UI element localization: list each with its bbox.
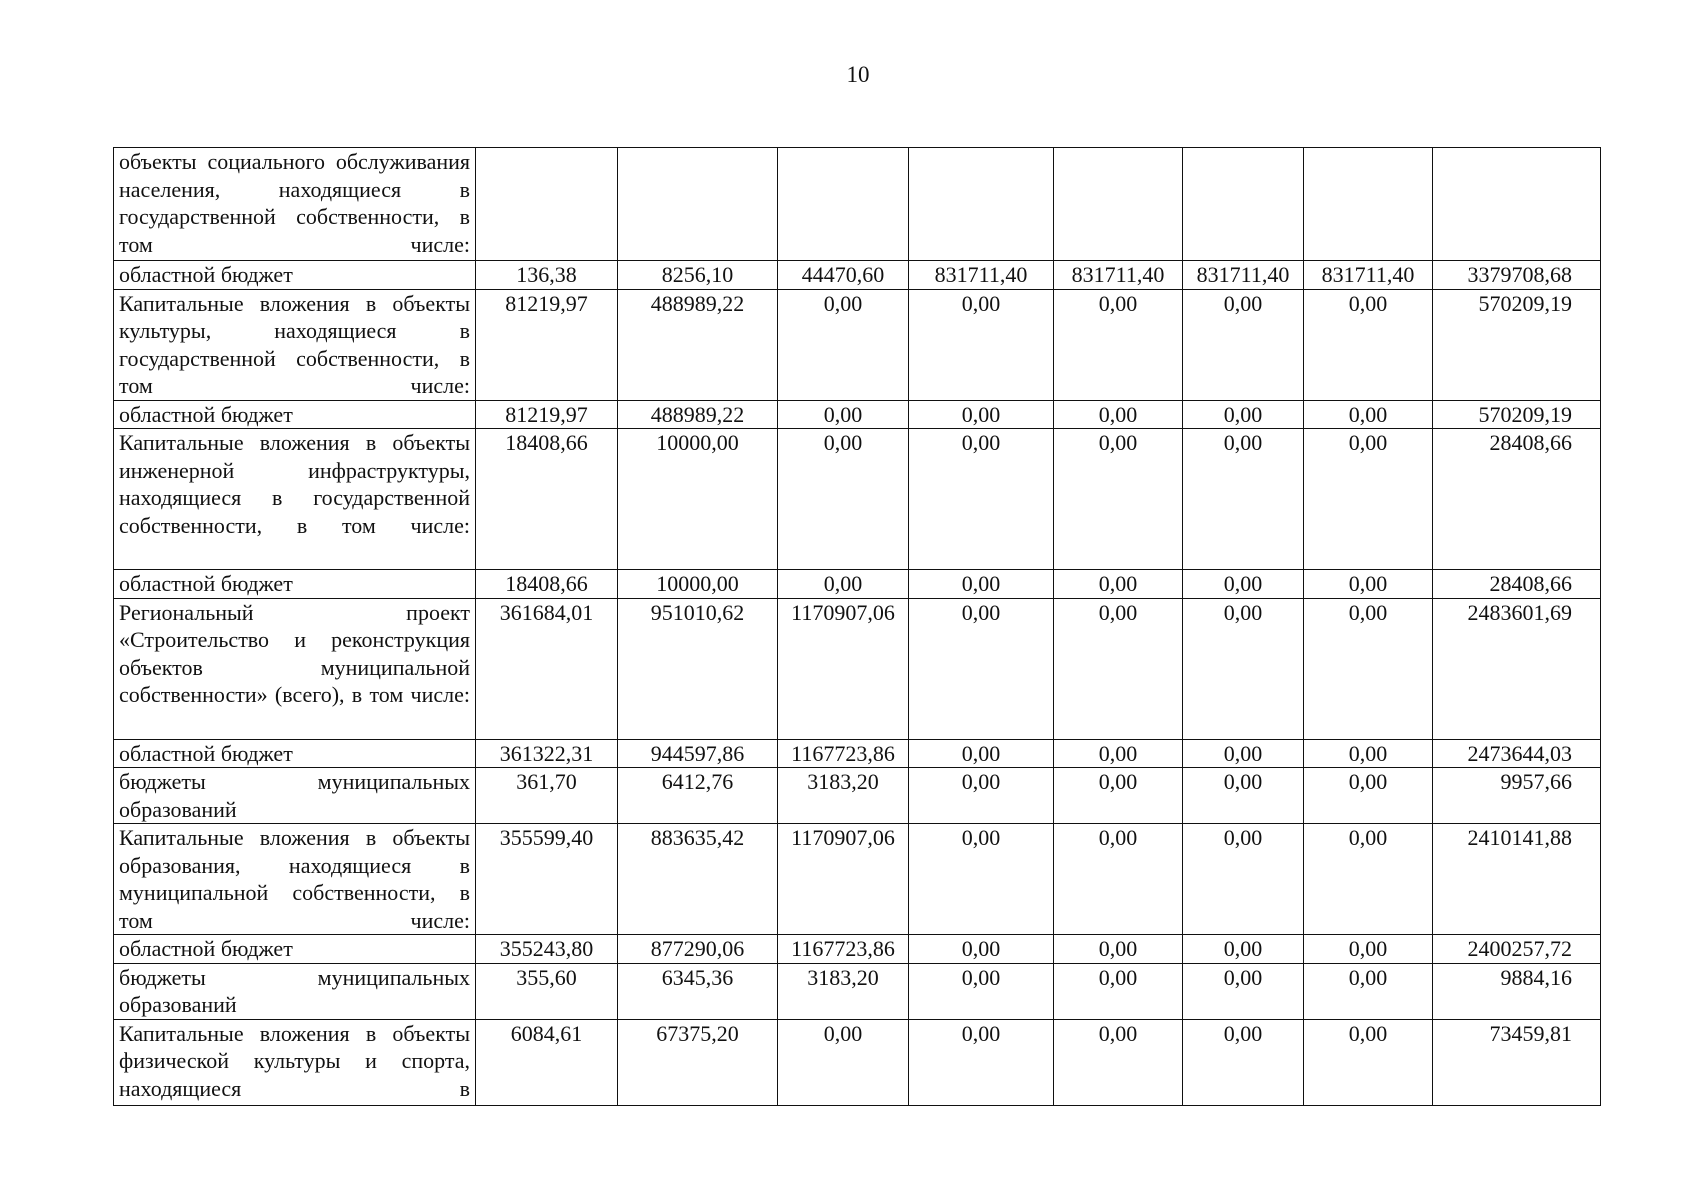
value-cell: 355599,40 (476, 824, 618, 935)
value-cell: 0,00 (1304, 963, 1433, 1019)
total-cell: 2400257,72 (1433, 935, 1601, 964)
value-cell: 0,00 (1183, 1019, 1304, 1105)
table-row (114, 935, 1601, 964)
row-label: бюджеты муниципальных образований (114, 768, 476, 824)
row-label: бюджеты муниципальных образований (114, 963, 476, 1019)
total-cell: 28408,66 (1433, 429, 1601, 570)
value-cell: 0,00 (909, 400, 1054, 429)
value-cell: 67375,20 (618, 1019, 778, 1105)
value-cell: 0,00 (1183, 429, 1304, 570)
value-cell: 831711,40 (1304, 261, 1433, 290)
row-label: областной бюджет (114, 570, 476, 599)
value-cell: 0,00 (1054, 400, 1183, 429)
total-cell: 570209,19 (1433, 400, 1601, 429)
value-cell: 0,00 (1054, 289, 1183, 400)
value-cell: 361,70 (476, 768, 618, 824)
value-cell: 0,00 (1054, 935, 1183, 964)
row-label: Капитальные вложения в объекты физической культуры и спорта, находящиеся в (114, 1019, 476, 1105)
total-cell: 9884,16 (1433, 963, 1601, 1019)
value-cell (909, 148, 1054, 261)
value-cell (778, 148, 909, 261)
value-cell: 355243,80 (476, 935, 618, 964)
total-cell: 2410141,88 (1433, 824, 1601, 935)
value-cell: 0,00 (909, 598, 1054, 739)
value-cell: 8256,10 (618, 261, 778, 290)
value-cell: 488989,22 (618, 289, 778, 400)
total-cell: 73459,81 (1433, 1019, 1601, 1105)
total-cell: 2483601,69 (1433, 598, 1601, 739)
table-row (114, 1019, 1601, 1105)
value-cell: 883635,42 (618, 824, 778, 935)
row-label: Региональный проект «Строительство и реконструкция объектов муниципальной собственности» (всего), в том числе: (114, 598, 476, 739)
value-cell: 0,00 (1183, 935, 1304, 964)
value-cell: 81219,97 (476, 289, 618, 400)
value-cell: 488989,22 (618, 400, 778, 429)
page-number: 10 (846, 62, 870, 87)
value-cell: 831711,40 (1183, 261, 1304, 290)
value-cell: 0,00 (778, 570, 909, 599)
value-cell: 3183,20 (778, 768, 909, 824)
value-cell: 0,00 (1304, 570, 1433, 599)
value-cell: 0,00 (909, 1019, 1054, 1105)
value-cell: 0,00 (909, 570, 1054, 599)
value-cell: 0,00 (1183, 739, 1304, 768)
row-label: Капитальные вложения в объекты культуры, находящиеся в государственной собственности, в том числе: (114, 289, 476, 400)
value-cell: 6084,61 (476, 1019, 618, 1105)
value-cell (476, 148, 618, 261)
value-cell: 0,00 (1054, 570, 1183, 599)
value-cell: 18408,66 (476, 570, 618, 599)
table-row (114, 570, 1601, 599)
row-label: областной бюджет (114, 400, 476, 429)
value-cell: 355,60 (476, 963, 618, 1019)
value-cell: 0,00 (1054, 1019, 1183, 1105)
value-cell: 0,00 (1054, 768, 1183, 824)
value-cell: 0,00 (1183, 768, 1304, 824)
total-cell: 28408,66 (1433, 570, 1601, 599)
value-cell: 0,00 (1183, 289, 1304, 400)
value-cell: 0,00 (1304, 1019, 1433, 1105)
row-label: областной бюджет (114, 935, 476, 964)
value-cell: 3183,20 (778, 963, 909, 1019)
table-row (114, 598, 1601, 739)
value-cell: 0,00 (1304, 935, 1433, 964)
value-cell: 0,00 (1304, 598, 1433, 739)
value-cell (618, 148, 778, 261)
value-cell: 0,00 (778, 1019, 909, 1105)
value-cell: 0,00 (1054, 739, 1183, 768)
value-cell: 0,00 (778, 400, 909, 429)
value-cell: 0,00 (1304, 400, 1433, 429)
total-cell: 570209,19 (1433, 289, 1601, 400)
value-cell: 10000,00 (618, 570, 778, 599)
value-cell: 81219,97 (476, 400, 618, 429)
budget-table (113, 147, 1601, 1106)
value-cell: 0,00 (778, 289, 909, 400)
value-cell: 951010,62 (618, 598, 778, 739)
table-row (114, 261, 1601, 290)
value-cell: 1167723,86 (778, 739, 909, 768)
total-cell (1433, 148, 1601, 261)
value-cell: 1170907,06 (778, 824, 909, 935)
value-cell: 361322,31 (476, 739, 618, 768)
value-cell: 0,00 (909, 768, 1054, 824)
total-cell: 2473644,03 (1433, 739, 1601, 768)
value-cell: 6345,36 (618, 963, 778, 1019)
value-cell: 831711,40 (909, 261, 1054, 290)
value-cell: 0,00 (1183, 598, 1304, 739)
value-cell: 944597,86 (618, 739, 778, 768)
value-cell (1054, 148, 1183, 261)
row-label: областной бюджет (114, 739, 476, 768)
value-cell: 0,00 (909, 289, 1054, 400)
value-cell: 0,00 (1183, 570, 1304, 599)
value-cell: 136,38 (476, 261, 618, 290)
value-cell: 18408,66 (476, 429, 618, 570)
table-row (114, 963, 1601, 1019)
total-cell: 9957,66 (1433, 768, 1601, 824)
value-cell: 831711,40 (1054, 261, 1183, 290)
value-cell: 44470,60 (778, 261, 909, 290)
value-cell: 0,00 (778, 429, 909, 570)
value-cell: 6412,76 (618, 768, 778, 824)
value-cell: 0,00 (1183, 963, 1304, 1019)
value-cell: 0,00 (1304, 289, 1433, 400)
value-cell (1304, 148, 1433, 261)
value-cell: 0,00 (1183, 824, 1304, 935)
row-label: областной бюджет (114, 261, 476, 290)
value-cell: 0,00 (909, 739, 1054, 768)
value-cell: 0,00 (909, 824, 1054, 935)
table-row (114, 768, 1601, 824)
value-cell (1183, 148, 1304, 261)
row-label: объекты социального обслуживания населения, находящиеся в государственной собственности, в том числе: (114, 148, 476, 261)
row-label: Капитальные вложения в объекты инженерной инфраструктуры, находящиеся в государственной собственности, в том числе: (114, 429, 476, 570)
table-row (114, 739, 1601, 768)
value-cell: 0,00 (1054, 429, 1183, 570)
value-cell: 0,00 (909, 429, 1054, 570)
table-row (114, 148, 1601, 261)
value-cell: 1167723,86 (778, 935, 909, 964)
value-cell: 0,00 (1304, 429, 1433, 570)
value-cell: 0,00 (1304, 739, 1433, 768)
value-cell: 0,00 (1054, 824, 1183, 935)
value-cell: 0,00 (1304, 824, 1433, 935)
value-cell: 1170907,06 (778, 598, 909, 739)
table-row (114, 400, 1601, 429)
row-label: Капитальные вложения в объекты образования, находящиеся в муниципальной собственности, в том числе: (114, 824, 476, 935)
total-cell: 3379708,68 (1433, 261, 1601, 290)
table-row (114, 429, 1601, 570)
value-cell: 10000,00 (618, 429, 778, 570)
value-cell: 0,00 (909, 935, 1054, 964)
value-cell: 0,00 (1183, 400, 1304, 429)
table-row (114, 289, 1601, 400)
value-cell: 0,00 (1304, 768, 1433, 824)
table-row (114, 824, 1601, 935)
value-cell: 877290,06 (618, 935, 778, 964)
value-cell: 361684,01 (476, 598, 618, 739)
value-cell: 0,00 (1054, 963, 1183, 1019)
value-cell: 0,00 (909, 963, 1054, 1019)
value-cell: 0,00 (1054, 598, 1183, 739)
